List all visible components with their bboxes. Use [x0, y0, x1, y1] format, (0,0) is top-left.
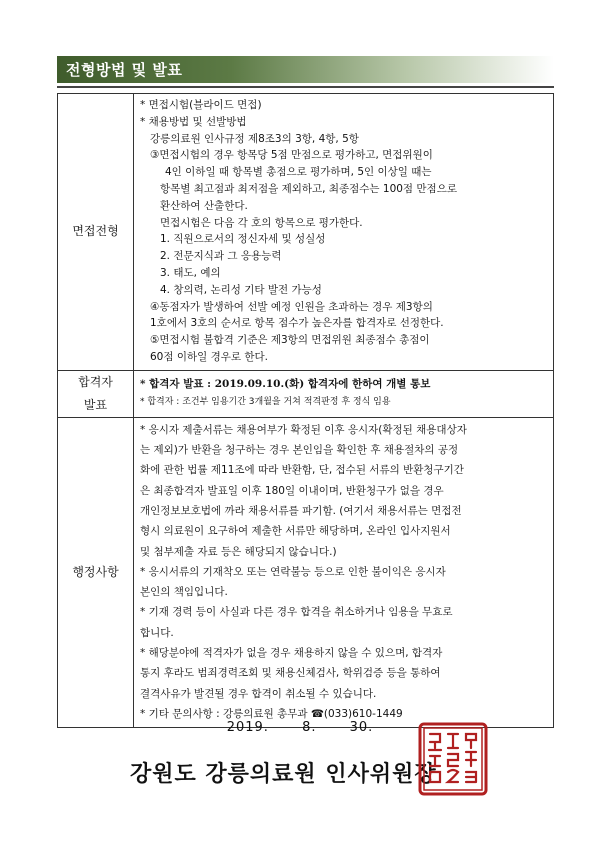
interview-line: 2. 전문지식과 그 응용능력: [160, 250, 282, 263]
official-seal-icon: [418, 722, 488, 796]
interview-row: [58, 94, 554, 371]
admin-line: 형시 의료원이 요구하여 제출한 서류만 해당하며, 온라인 입사지원서: [140, 525, 451, 538]
interview-line: 항목별 최고점과 최저점을 제외하고, 최종점수는 100점 만점으로: [160, 182, 457, 195]
info-table: [57, 93, 554, 728]
pass-appointment: * 합격자 : 조건부 임용기간 3개월을 거쳐 적격판정 후 정식 임용: [140, 396, 391, 407]
date-day: 30.: [349, 720, 374, 735]
interview-line: * 면접시험(블라이드 면접): [140, 99, 262, 111]
section-title: 전형방법 및 발표: [66, 61, 183, 79]
interview-line: 1호에서 3호의 순서로 항목 점수가 높은자를 합격자로 선정한다.: [150, 317, 444, 330]
issue-date: [0, 720, 600, 735]
interview-line: 환산하여 산출한다.: [160, 199, 248, 212]
admin-header-cell: [58, 417, 134, 727]
admin-line: 통지 후라도 범죄경력조회 및 채용신체검사, 학위검증 등을 통하여: [140, 667, 441, 680]
admin-line: * 기타 문의사항 : 강릉의료원 총무과 ☎(033)610-1449: [140, 707, 403, 720]
admin-line: * 기재 경력 등이 사실과 다른 경우 합격을 취소하거나 임용을 무효로: [140, 606, 453, 619]
admin-line: * 응시서류의 기재착오 또는 연락불능 등으로 인한 불이익은 응시자: [140, 565, 446, 578]
interview-line: 강릉의료원 인사규정 제8조3의 3항, 4항, 5항: [150, 132, 359, 145]
admin-line: * 응시자 제출서류는 채용여부가 확정된 이후 응시자(확정된 채용대상자: [140, 423, 467, 436]
banner-rule: [57, 86, 554, 88]
interview-header: 면접전형: [72, 224, 119, 239]
interview-line: 면접시험은 다음 각 호의 항목으로 평가한다.: [160, 216, 363, 229]
interview-line: * 채용방법 및 선발방법: [140, 115, 247, 128]
date-month: 8.: [302, 720, 317, 735]
admin-line: 화에 관한 법률 제11조에 따라 반환함, 단, 접수된 서류의 반환청구기간: [140, 464, 464, 477]
admin-header: 행정사항: [72, 564, 119, 579]
pass-header-line2: 발표: [83, 397, 108, 412]
interview-header-cell: [58, 94, 134, 371]
interview-line: ④동점자가 발생하여 선발 예정 인원을 초과하는 경우 제3항의: [150, 300, 433, 313]
pass-announcement: * 합격자 발표 : 2019.09.10.(화) 합격자에 한하여 개별 통보: [140, 377, 431, 390]
interview-line: 1. 직원으로서의 정신자세 및 성실성: [160, 233, 326, 246]
admin-line: 결격사유가 발견될 경우 합격이 취소될 수 있습니다.: [140, 687, 377, 700]
interview-line: 4. 창의력, 논리성 기타 발전 가능성: [160, 283, 322, 296]
admin-line: 및 첨부제출 자료 등은 해당되지 않습니다.): [140, 545, 337, 558]
interview-line: 60점 이하일 경우로 한다.: [150, 350, 268, 363]
admin-line: 본인의 책임입니다.: [140, 586, 228, 599]
interview-line: 4인 이하일 때 항목별 총점으로 평가하며, 5인 이상일 때는: [165, 166, 432, 179]
date-year: 2019.: [226, 720, 269, 735]
interview-line: ③면접시험의 경우 항목당 5점 만점으로 평가하고, 면접위원이: [150, 149, 433, 162]
signer-name: 강원도 강릉의료원 인사위원장: [130, 761, 437, 787]
section-banner: [57, 56, 554, 83]
admin-content-cell: [134, 417, 554, 727]
admin-line: 개인정보보호법에 까라 채용서류를 파기함. (여기서 채용서류는 면접전: [140, 504, 462, 517]
interview-line: 3. 태도, 예의: [160, 266, 221, 279]
pass-row: [58, 370, 554, 417]
admin-line: 은 최종합격자 발표일 이후 180일 이내이며, 반환청구가 없을 경우: [140, 484, 444, 497]
pass-header-cell: [58, 370, 134, 417]
admin-line: 합니다.: [140, 626, 174, 639]
admin-row: [58, 417, 554, 727]
admin-line: 는 제외)가 반환을 청구하는 경우 본인임을 확인한 후 채용절차의 공정: [140, 444, 459, 457]
pass-content-cell: [134, 370, 554, 417]
pass-header-line1: 합격자: [78, 374, 113, 389]
interview-line: ⑤면접시험 불합격 기준은 제3항의 면접위원 최종점수 총점이: [150, 334, 430, 347]
interview-content-cell: [134, 94, 554, 371]
admin-line: * 해당분야에 적격자가 없을 경우 채용하지 않을 수 있으며, 합격자: [140, 647, 443, 660]
